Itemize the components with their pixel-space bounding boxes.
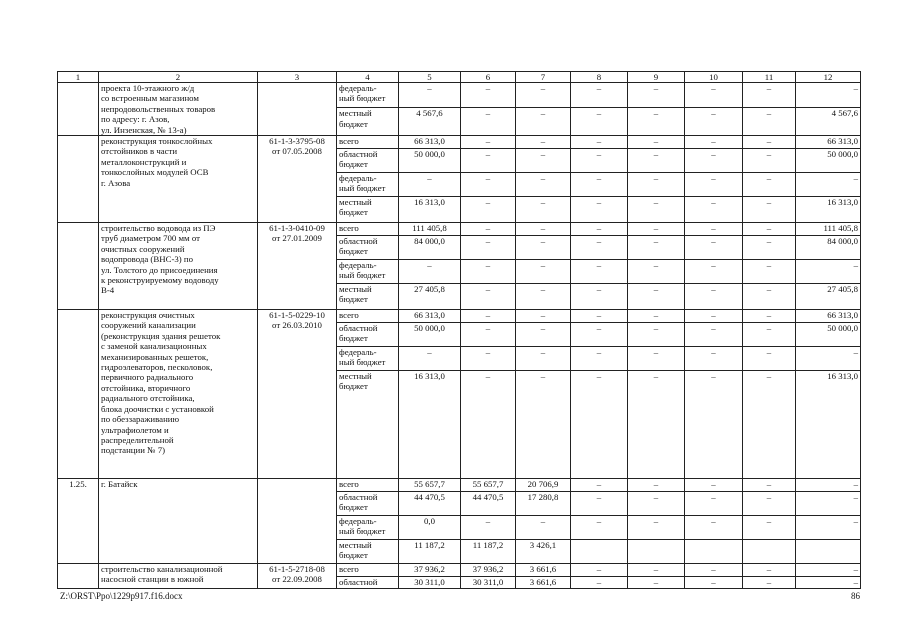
value-cell: –: [461, 284, 516, 310]
value-cell: 20 706,9: [516, 479, 571, 492]
value-cell: –: [516, 310, 571, 323]
funding-source-cell: федераль- ный бюджет: [337, 260, 399, 284]
value-cell: –: [685, 479, 743, 492]
value-cell: –: [461, 173, 516, 197]
value-cell: –: [685, 83, 743, 108]
value-cell: 30 311,0: [399, 577, 461, 589]
funding-source-cell: местный бюджет: [337, 108, 399, 136]
value-cell: –: [743, 260, 796, 284]
value-cell: –: [461, 260, 516, 284]
value-cell: –: [685, 347, 743, 371]
value-cell: 16 313,0: [399, 371, 461, 479]
value-cell: –: [743, 173, 796, 197]
value-cell: –: [628, 260, 685, 284]
value-cell: –: [685, 108, 743, 136]
value-cell: –: [628, 479, 685, 492]
value-cell: –: [571, 577, 628, 589]
funding-source-cell: федераль- ный бюджет: [337, 83, 399, 108]
funding-source-cell: местный бюджет: [337, 371, 399, 479]
value-cell: –: [516, 347, 571, 371]
value-cell: –: [796, 347, 861, 371]
value-cell: –: [571, 83, 628, 108]
value-cell: 37 936,2: [461, 564, 516, 577]
value-cell: –: [571, 564, 628, 577]
table-row: [58, 310, 861, 323]
value-cell: –: [571, 197, 628, 223]
table-row: [58, 83, 861, 108]
value-cell: –: [685, 197, 743, 223]
value-cell: –: [743, 236, 796, 260]
value-cell: [796, 540, 861, 564]
page-number: 86: [851, 591, 860, 601]
value-cell: –: [516, 284, 571, 310]
value-cell: –: [743, 83, 796, 108]
value-cell: –: [571, 223, 628, 236]
value-cell: –: [743, 108, 796, 136]
value-cell: [571, 540, 628, 564]
value-cell: 27 405,8: [399, 284, 461, 310]
value-cell: –: [796, 492, 861, 516]
value-cell: –: [685, 136, 743, 149]
value-cell: 84 000,0: [399, 236, 461, 260]
value-cell: –: [461, 236, 516, 260]
value-cell: –: [685, 260, 743, 284]
value-cell: –: [796, 260, 861, 284]
header-cell: 12: [796, 72, 861, 83]
value-cell: 4 567,6: [399, 108, 461, 136]
table-row: [58, 479, 861, 492]
value-cell: –: [685, 284, 743, 310]
row-number-cell: [58, 83, 99, 136]
value-cell: 3 426,1: [516, 540, 571, 564]
value-cell: –: [743, 479, 796, 492]
value-cell: 84 000,0: [796, 236, 861, 260]
approval-code-cell: 61-1-5-2718-08 от 22.09.2008: [258, 564, 337, 589]
value-cell: –: [685, 323, 743, 347]
value-cell: –: [628, 577, 685, 589]
funding-source-cell: областной бюджет: [337, 149, 399, 173]
value-cell: –: [628, 236, 685, 260]
header-cell: 9: [628, 72, 685, 83]
value-cell: –: [685, 223, 743, 236]
object-name-cell: строительство водовода из ПЭ труб диаметром 700 мм от очистных сооружений водопровода (ВНС-3) по ул. Толстого до присоединения к реконструируемому водоводу В-4: [99, 223, 258, 310]
value-cell: –: [571, 492, 628, 516]
value-cell: 16 313,0: [796, 371, 861, 479]
value-cell: –: [685, 173, 743, 197]
value-cell: –: [571, 371, 628, 479]
value-cell: –: [743, 492, 796, 516]
value-cell: 50 000,0: [796, 323, 861, 347]
value-cell: –: [743, 323, 796, 347]
value-cell: 0,0: [399, 516, 461, 540]
value-cell: 11 187,2: [461, 540, 516, 564]
table-row: [58, 223, 861, 236]
header-cell: 4: [337, 72, 399, 83]
value-cell: –: [796, 516, 861, 540]
value-cell: –: [399, 260, 461, 284]
value-cell: –: [628, 149, 685, 173]
value-cell: 55 657,7: [399, 479, 461, 492]
value-cell: 66 313,0: [399, 310, 461, 323]
value-cell: –: [571, 323, 628, 347]
object-name-cell: проекта 10-этажного ж/д со встроенным магазином непродовольственных товаров по адресу: г. Азов, ул. Инзенская, № 13-а): [99, 83, 258, 136]
value-cell: –: [628, 173, 685, 197]
row-number-cell: [58, 564, 99, 589]
value-cell: –: [685, 564, 743, 577]
funding-source-cell: всего: [337, 136, 399, 149]
table-row: [58, 564, 861, 577]
value-cell: –: [628, 223, 685, 236]
value-cell: [685, 540, 743, 564]
approval-code-cell: [258, 83, 337, 136]
value-cell: –: [628, 371, 685, 479]
value-cell: –: [571, 136, 628, 149]
value-cell: 3 661,6: [516, 577, 571, 589]
value-cell: –: [743, 371, 796, 479]
value-cell: –: [516, 371, 571, 479]
value-cell: –: [796, 479, 861, 492]
header-cell: 2: [99, 72, 258, 83]
value-cell: –: [571, 347, 628, 371]
funding-source-cell: местный бюджет: [337, 284, 399, 310]
value-cell: 16 313,0: [399, 197, 461, 223]
value-cell: –: [571, 149, 628, 173]
value-cell: [743, 540, 796, 564]
value-cell: –: [685, 310, 743, 323]
funding-source-cell: местный бюджет: [337, 197, 399, 223]
budget-table: [57, 71, 861, 589]
value-cell: 30 311,0: [461, 577, 516, 589]
value-cell: 55 657,7: [461, 479, 516, 492]
value-cell: –: [685, 492, 743, 516]
value-cell: –: [796, 173, 861, 197]
header-cell: 7: [516, 72, 571, 83]
approval-code-cell: [258, 479, 337, 564]
value-cell: –: [743, 197, 796, 223]
funding-source-cell: местный бюджет: [337, 540, 399, 564]
value-cell: –: [571, 516, 628, 540]
value-cell: –: [685, 516, 743, 540]
value-cell: –: [516, 323, 571, 347]
value-cell: –: [628, 284, 685, 310]
value-cell: –: [743, 577, 796, 589]
value-cell: –: [399, 83, 461, 108]
value-cell: –: [628, 347, 685, 371]
value-cell: –: [796, 564, 861, 577]
value-cell: –: [628, 323, 685, 347]
value-cell: –: [628, 516, 685, 540]
table-row: [58, 136, 861, 149]
funding-source-cell: всего: [337, 479, 399, 492]
value-cell: 11 187,2: [399, 540, 461, 564]
value-cell: –: [743, 284, 796, 310]
value-cell: –: [628, 136, 685, 149]
value-cell: –: [571, 479, 628, 492]
header-cell: 8: [571, 72, 628, 83]
value-cell: –: [743, 149, 796, 173]
header-cell: 1: [58, 72, 99, 83]
header-cell: 11: [743, 72, 796, 83]
value-cell: 66 313,0: [796, 310, 861, 323]
funding-source-cell: всего: [337, 310, 399, 323]
funding-source-cell: областной бюджет: [337, 323, 399, 347]
value-cell: 111 405,8: [796, 223, 861, 236]
value-cell: 37 936,2: [399, 564, 461, 577]
value-cell: –: [628, 108, 685, 136]
approval-code-cell: 61-1-3-0410-09 от 27.01.2009: [258, 223, 337, 310]
row-number-cell: 1.25.: [58, 479, 99, 564]
value-cell: –: [571, 236, 628, 260]
value-cell: –: [461, 149, 516, 173]
object-name-cell: строительство канализационной насосной станции в южной: [99, 564, 258, 589]
funding-source-cell: областной бюджет: [337, 236, 399, 260]
value-cell: [628, 540, 685, 564]
value-cell: –: [571, 310, 628, 323]
funding-source-cell: всего: [337, 223, 399, 236]
value-cell: 44 470,5: [399, 492, 461, 516]
value-cell: –: [516, 173, 571, 197]
value-cell: –: [685, 236, 743, 260]
header-cell: 3: [258, 72, 337, 83]
value-cell: 44 470,5: [461, 492, 516, 516]
value-cell: –: [461, 83, 516, 108]
value-cell: –: [516, 197, 571, 223]
value-cell: 50 000,0: [796, 149, 861, 173]
funding-source-cell: федераль- ный бюджет: [337, 347, 399, 371]
object-name-cell: реконструкция очистных сооружений канализации (реконструкция здания решеток с заменой канализационных механизированных решеток, гидроэлеваторов, песколовок, первичного радиального отстойника, вторичного радиального отстойника, блока доочистки с установкой по обеззараживанию ультрафиолетом и распределительной подстанции № 7): [99, 310, 258, 479]
value-cell: –: [516, 108, 571, 136]
value-cell: –: [461, 136, 516, 149]
value-cell: –: [796, 83, 861, 108]
value-cell: –: [461, 108, 516, 136]
value-cell: 27 405,8: [796, 284, 861, 310]
value-cell: 50 000,0: [399, 323, 461, 347]
row-number-cell: [58, 136, 99, 223]
value-cell: –: [571, 260, 628, 284]
header-cell: 10: [685, 72, 743, 83]
object-name-cell: реконструкция тонкослойных отстойников в части металлоконструкций и тонкослойных модулей ОСВ г. Азова: [99, 136, 258, 223]
header-cell: 6: [461, 72, 516, 83]
row-number-cell: [58, 310, 99, 479]
value-cell: –: [461, 223, 516, 236]
approval-code-cell: 61-1-5-0229-10 от 26.03.2010: [258, 310, 337, 479]
object-name-cell: г. Батайск: [99, 479, 258, 564]
value-cell: –: [516, 136, 571, 149]
value-cell: –: [628, 197, 685, 223]
value-cell: –: [628, 492, 685, 516]
header-cell: 5: [399, 72, 461, 83]
value-cell: –: [685, 577, 743, 589]
funding-source-cell: областной: [337, 577, 399, 589]
funding-source-cell: федераль- ный бюджет: [337, 516, 399, 540]
table-header-row: [58, 72, 861, 83]
value-cell: –: [628, 83, 685, 108]
value-cell: –: [461, 197, 516, 223]
value-cell: –: [516, 149, 571, 173]
value-cell: –: [628, 564, 685, 577]
approval-code-cell: 61-1-3-3795-08 от 07.05.2008: [258, 136, 337, 223]
value-cell: –: [628, 310, 685, 323]
value-cell: –: [461, 323, 516, 347]
value-cell: –: [399, 347, 461, 371]
funding-source-cell: всего: [337, 564, 399, 577]
value-cell: –: [571, 173, 628, 197]
value-cell: –: [461, 347, 516, 371]
value-cell: –: [796, 577, 861, 589]
value-cell: –: [516, 223, 571, 236]
value-cell: –: [461, 310, 516, 323]
value-cell: –: [743, 223, 796, 236]
value-cell: 3 661,6: [516, 564, 571, 577]
value-cell: 111 405,8: [399, 223, 461, 236]
value-cell: 17 280,8: [516, 492, 571, 516]
value-cell: –: [461, 371, 516, 479]
value-cell: –: [516, 236, 571, 260]
value-cell: 66 313,0: [399, 136, 461, 149]
funding-source-cell: федераль- ный бюджет: [337, 173, 399, 197]
value-cell: 16 313,0: [796, 197, 861, 223]
value-cell: –: [516, 516, 571, 540]
value-cell: –: [685, 149, 743, 173]
value-cell: –: [743, 136, 796, 149]
row-number-cell: [58, 223, 99, 310]
value-cell: 66 313,0: [796, 136, 861, 149]
value-cell: –: [461, 516, 516, 540]
value-cell: 50 000,0: [399, 149, 461, 173]
value-cell: –: [743, 347, 796, 371]
value-cell: 4 567,6: [796, 108, 861, 136]
value-cell: –: [743, 564, 796, 577]
value-cell: –: [516, 260, 571, 284]
value-cell: –: [516, 83, 571, 108]
value-cell: –: [685, 371, 743, 479]
document-path: Z:\ORST\Ppo\1229p917.f16.docx: [60, 591, 183, 601]
value-cell: –: [399, 173, 461, 197]
value-cell: –: [743, 310, 796, 323]
value-cell: –: [571, 108, 628, 136]
funding-source-cell: областной бюджет: [337, 492, 399, 516]
value-cell: –: [743, 516, 796, 540]
value-cell: –: [571, 284, 628, 310]
